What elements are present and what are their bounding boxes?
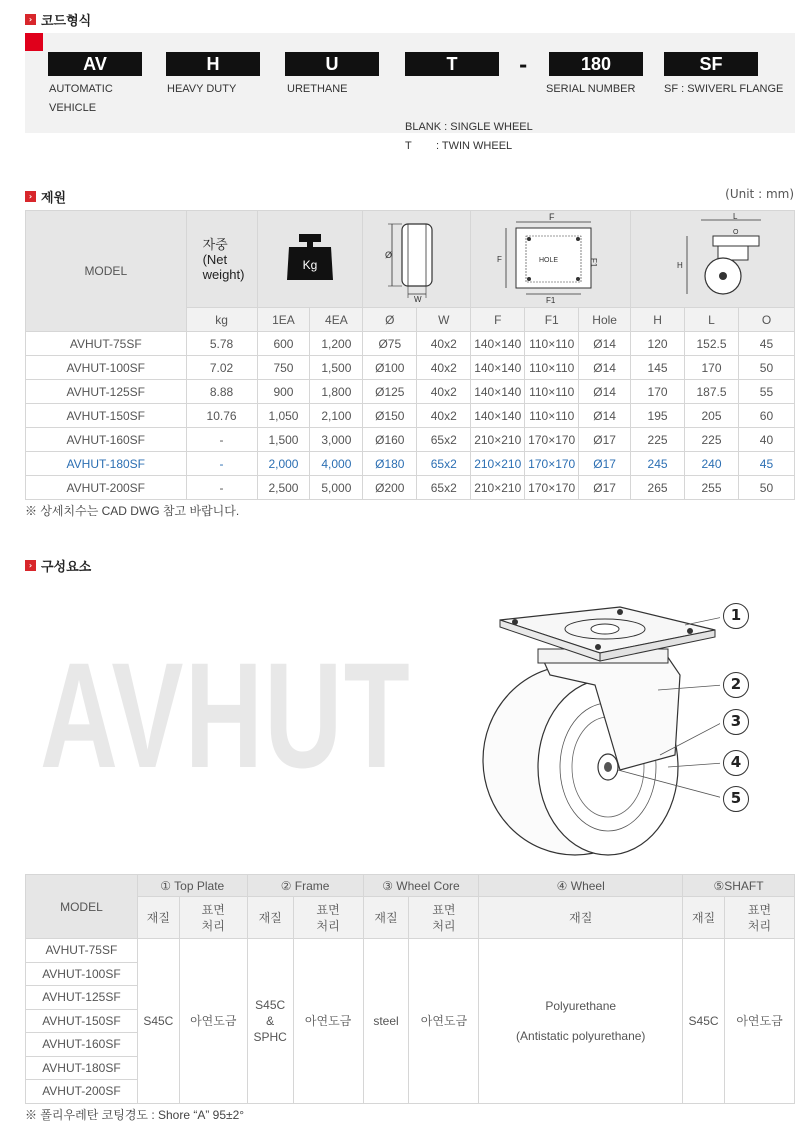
spec-value-cell: 10.76	[186, 404, 257, 428]
subheader-dia: Ø	[363, 308, 417, 332]
core-surface-value: 아연도금	[409, 939, 479, 1104]
spec-value-cell: 145	[631, 356, 685, 380]
spec-value-cell: -	[186, 428, 257, 452]
spec-value-cell: Ø150	[363, 404, 417, 428]
parts-model-header: MODEL	[26, 875, 138, 939]
spec-value-cell: 65x2	[417, 428, 471, 452]
spec-value-cell: 2,000	[257, 452, 310, 476]
svg-text:F: F	[548, 211, 555, 222]
spec-model-cell: AVHUT-160SF	[26, 428, 187, 452]
avhut-watermark-text: AVHUT	[40, 631, 412, 799]
callout-3: 3	[723, 709, 749, 735]
spec-value-cell: Ø14	[579, 380, 631, 404]
spec-value-cell: 210×210	[471, 428, 525, 452]
parts-model-cell: AVHUT-200SF	[26, 1080, 138, 1104]
spec-value-cell: 205	[685, 404, 739, 428]
subheader-l: L	[685, 308, 739, 332]
parts-table	[25, 874, 795, 1104]
code-desc-u: URETHANE	[287, 83, 348, 95]
code-block-t: T	[405, 52, 499, 76]
chevron-right-icon: ›	[25, 191, 36, 202]
code-desc-t: BLANK : SINGLE WHEEL T : TWIN WHEEL	[405, 121, 533, 152]
code-format-box	[25, 33, 795, 152]
spec-model-cell: AVHUT-200SF	[26, 476, 187, 500]
svg-text:F1: F1	[588, 257, 598, 267]
spec-value-cell: 140×140	[471, 332, 525, 356]
wheel-dimension-diagram	[363, 211, 471, 308]
code-desc-sf: SF : SWIVERL FLANGE	[664, 83, 784, 95]
core-material-header: 재질	[363, 897, 409, 939]
spec-value-cell: 8.88	[186, 380, 257, 404]
parts-model-cell: AVHUT-100SF	[26, 962, 138, 986]
callout-1: 1	[723, 603, 749, 629]
svg-text:Kg: Kg	[302, 257, 318, 272]
spec-value-cell: 240	[685, 452, 739, 476]
parts-model-cell: AVHUT-180SF	[26, 1056, 138, 1080]
spec-value-cell: 265	[631, 476, 685, 500]
callout-2: 2	[723, 672, 749, 698]
spec-value-cell: 5.78	[186, 332, 257, 356]
spec-value-cell: -	[186, 476, 257, 500]
spec-weight-header: 자중 (Net weight)	[186, 211, 257, 308]
code-block-h: H	[166, 52, 260, 76]
parts-model-cell: AVHUT-150SF	[26, 1009, 138, 1033]
spec-value-cell: 1,500	[257, 428, 310, 452]
spec-value-cell: 170×170	[525, 476, 579, 500]
spec-table	[25, 210, 795, 500]
frame-surface-header: 표면 처리	[293, 897, 363, 939]
spec-value-cell: Ø100	[363, 356, 417, 380]
parts-model-cell: AVHUT-160SF	[26, 1033, 138, 1057]
svg-text:W: W	[413, 294, 422, 302]
spec-value-cell: Ø125	[363, 380, 417, 404]
spec-value-cell: Ø14	[579, 332, 631, 356]
svg-text:O: O	[732, 228, 738, 236]
spec-value-cell: 255	[685, 476, 739, 500]
spec-value-cell: 2,500	[257, 476, 310, 500]
spec-value-cell: 170×170	[525, 452, 579, 476]
spec-value-cell: 187.5	[685, 380, 739, 404]
chevron-right-icon: ›	[25, 560, 36, 571]
spec-value-cell: 140×140	[471, 380, 525, 404]
spec-row	[26, 404, 795, 428]
spec-value-cell: 40	[738, 428, 794, 452]
group-top-plate: ① Top Plate	[137, 875, 247, 897]
spec-value-cell: Ø17	[579, 452, 631, 476]
spec-value-cell: 110×110	[525, 380, 579, 404]
subheader-w: W	[417, 308, 471, 332]
spec-value-cell: Ø14	[579, 356, 631, 380]
svg-text:F1: F1	[545, 295, 555, 304]
spec-value-cell: 600	[257, 332, 310, 356]
spec-value-cell: Ø200	[363, 476, 417, 500]
spec-value-cell: 140×140	[471, 356, 525, 380]
chevron-right-icon: ›	[25, 14, 36, 25]
spec-value-cell: Ø160	[363, 428, 417, 452]
spec-value-cell: 2,100	[310, 404, 363, 428]
spec-value-cell: 110×110	[525, 356, 579, 380]
spec-value-cell: 245	[631, 452, 685, 476]
spec-value-cell: 1,500	[310, 356, 363, 380]
shaft-material-header: 재질	[683, 897, 725, 939]
unit-label: (Unit : mm)	[725, 187, 794, 201]
spec-value-cell: 170	[685, 356, 739, 380]
spec-row	[26, 332, 795, 356]
load-weight-icon	[257, 211, 363, 308]
spec-value-cell: 3,000	[310, 428, 363, 452]
wheel-material-value: Polyurethane (Antistatic polyurethane)	[479, 939, 683, 1104]
spec-value-cell: 60	[738, 404, 794, 428]
group-frame: ② Frame	[247, 875, 363, 897]
spec-value-cell: 140×140	[471, 404, 525, 428]
top-surface-value: 아연도금	[179, 939, 247, 1104]
subheader-kg: kg	[186, 308, 257, 332]
code-section-title: 코드형식	[41, 14, 92, 29]
group-wheel: ④ Wheel	[479, 875, 683, 897]
spec-value-cell: 170	[631, 380, 685, 404]
spec-value-cell: 40x2	[417, 356, 471, 380]
spec-value-cell: 45	[738, 332, 794, 356]
code-block-sf: SF	[664, 52, 758, 76]
spec-value-cell: 55	[738, 380, 794, 404]
code-desc-av: AUTOMATIC VEHICLE	[49, 83, 113, 114]
spec-row	[26, 380, 795, 404]
core-material-value: steel	[363, 939, 409, 1104]
svg-text:Ø: Ø	[384, 249, 392, 260]
spec-value-cell: 45	[738, 452, 794, 476]
spec-row	[26, 452, 795, 476]
code-desc-h: HEAVY DUTY	[167, 83, 237, 95]
spec-value-cell: 110×110	[525, 332, 579, 356]
spec-value-cell: 900	[257, 380, 310, 404]
spec-row	[26, 428, 795, 452]
spec-value-cell: 225	[685, 428, 739, 452]
spec-value-cell: 40x2	[417, 332, 471, 356]
svg-text:F: F	[496, 254, 502, 264]
svg-text:HOLE: HOLE	[538, 256, 558, 264]
spec-value-cell: -	[186, 452, 257, 476]
spec-value-cell: 50	[738, 356, 794, 380]
group-wheel-core: ③ Wheel Core	[363, 875, 479, 897]
spec-value-cell: 225	[631, 428, 685, 452]
spec-model-header: MODEL	[26, 211, 187, 332]
code-section-header	[25, 10, 91, 29]
spec-value-cell: Ø17	[579, 476, 631, 500]
parts-model-cell: AVHUT-75SF	[26, 939, 138, 963]
spec-model-cell: AVHUT-75SF	[26, 332, 187, 356]
callout-4: 4	[723, 750, 749, 776]
spec-value-cell: Ø14	[579, 404, 631, 428]
spec-value-cell: 5,000	[310, 476, 363, 500]
spec-value-cell: 120	[631, 332, 685, 356]
red-marker	[25, 33, 43, 51]
core-surface-header: 표면 처리	[409, 897, 479, 939]
spec-value-cell: Ø75	[363, 332, 417, 356]
svg-text:H: H	[676, 260, 683, 270]
subheader-f: F	[471, 308, 525, 332]
shaft-material-value: S45C	[683, 939, 725, 1104]
spec-section-title: 제원	[41, 191, 67, 206]
wheel-material-header: 재질	[479, 897, 683, 939]
spec-value-cell: 210×210	[471, 476, 525, 500]
spec-value-cell: Ø180	[363, 452, 417, 476]
spec-value-cell: 50	[738, 476, 794, 500]
spec-value-cell: 152.5	[685, 332, 739, 356]
callout-5: 5	[723, 786, 749, 812]
top-surface-header: 표면 처리	[179, 897, 247, 939]
spec-value-cell: 65x2	[417, 476, 471, 500]
top-material-value: S45C	[137, 939, 179, 1104]
subheader-4ea: 4EA	[310, 308, 363, 332]
spec-value-cell: 195	[631, 404, 685, 428]
spec-value-cell: Ø17	[579, 428, 631, 452]
code-desc-180: SERIAL NUMBER	[546, 83, 636, 95]
parts-note: ※ 폴리우레탄 코팅경도 : Shore “A” 95±2°	[25, 1108, 245, 1122]
spec-note: ※ 상세치수는 CAD DWG 참고 바랍니다.	[25, 504, 240, 518]
code-block-av: AV	[48, 52, 142, 76]
subheader-f1: F1	[525, 308, 579, 332]
plate-dimension-diagram	[471, 211, 631, 308]
spec-value-cell: 1,050	[257, 404, 310, 428]
frame-surface-value: 아연도금	[293, 939, 363, 1104]
svg-text:L: L	[732, 211, 737, 221]
top-material-header: 재질	[137, 897, 179, 939]
spec-value-cell: 170×170	[525, 428, 579, 452]
code-block-180: 180	[549, 52, 643, 76]
parts-model-cell: AVHUT-125SF	[26, 986, 138, 1010]
caster-illustration	[480, 595, 720, 865]
shaft-surface-value: 아연도금	[725, 939, 795, 1104]
spec-section-header	[25, 187, 66, 206]
subheader-1ea: 1EA	[257, 308, 310, 332]
spec-model-cell: AVHUT-180SF	[26, 452, 187, 476]
subheader-h: H	[631, 308, 685, 332]
spec-value-cell: 110×110	[525, 404, 579, 428]
spec-value-cell: 210×210	[471, 452, 525, 476]
spec-value-cell: 4,000	[310, 452, 363, 476]
spec-value-cell: 40x2	[417, 404, 471, 428]
code-dash: -	[519, 53, 528, 77]
spec-model-cell: AVHUT-150SF	[26, 404, 187, 428]
shaft-surface-header: 표면 처리	[725, 897, 795, 939]
spec-row	[26, 476, 795, 500]
spec-value-cell: 40x2	[417, 380, 471, 404]
spec-value-cell: 65x2	[417, 452, 471, 476]
spec-value-cell: 1,200	[310, 332, 363, 356]
spec-model-cell: AVHUT-100SF	[26, 356, 187, 380]
subheader-o: O	[738, 308, 794, 332]
spec-model-cell: AVHUT-125SF	[26, 380, 187, 404]
group-shaft: ⑤SHAFT	[683, 875, 795, 897]
frame-material-header: 재질	[247, 897, 293, 939]
spec-value-cell: 1,800	[310, 380, 363, 404]
subheader-hole: Hole	[579, 308, 631, 332]
caster-height-diagram	[631, 211, 795, 308]
spec-value-cell: 7.02	[186, 356, 257, 380]
code-block-u: U	[285, 52, 379, 76]
spec-row	[26, 356, 795, 380]
parts-section-header	[25, 556, 91, 575]
spec-value-cell: 750	[257, 356, 310, 380]
parts-section-title: 구성요소	[41, 560, 92, 575]
frame-material-value: S45C & SPHC	[247, 939, 293, 1104]
